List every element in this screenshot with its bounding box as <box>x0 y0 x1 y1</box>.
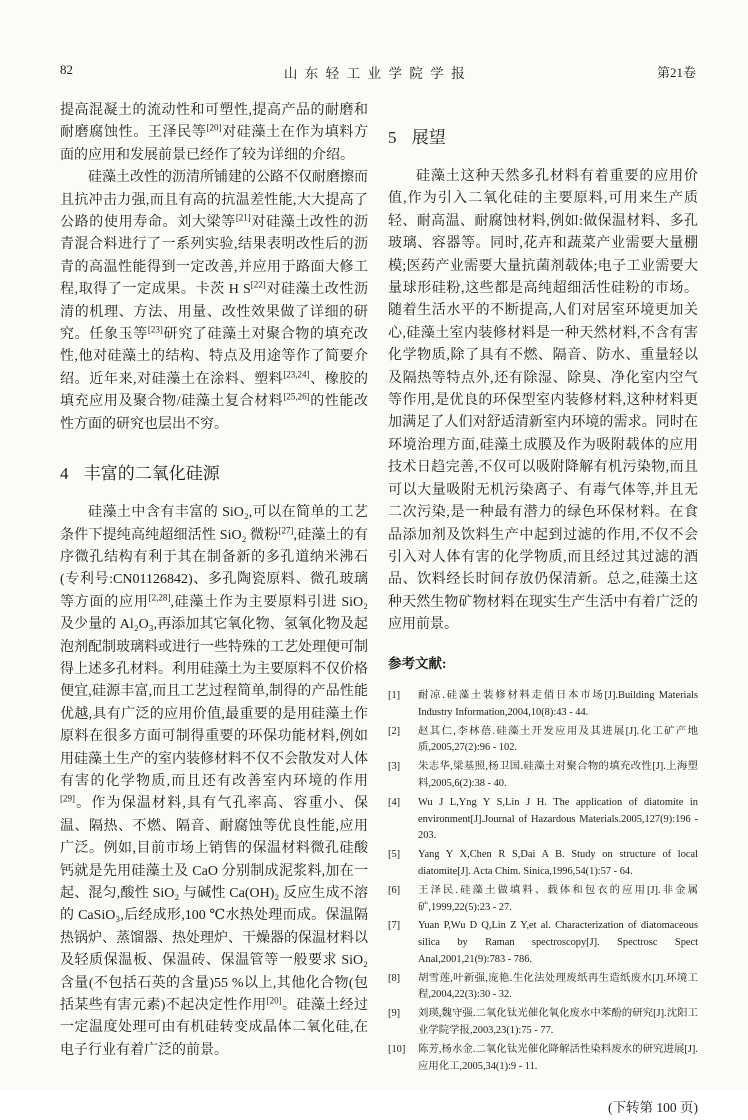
reference-text: Wu J L,Yng Y S,Lin J H. The application of diatomite in environment[J].Journal of Hazardous Materials.2005,127(9):196 - 203. <box>418 796 698 842</box>
reference-item <box>388 795 698 845</box>
reference-text: 耐凉.硅藻土装修材料走俏日本市场[J].Building Materials Industry Information,2004,10(8):43 - 44. <box>418 689 698 718</box>
reference-text: Yuan P,Wu D Q,Lin Z Y,et al. Characterization of diatomaceous silica by Raman spectroscopy[J]. Spectrosc Spect Anal,2001,21(9):783 - 786. <box>418 920 698 965</box>
body-paragraph-outlook: 硅藻土这种天然多孔材料有着重要的应用价值,作为引入二氧化硅的主要原料,可用来生产质轻、耐高温、耐腐蚀材料,例如:做保温材料、多孔玻璃、容器等。同时,花卉和蔬菜产业需要大量棚模;医药产业需要大量抗菌剂载体;电子工业需要大量球形硅粉,这些都是高纯超细活性硅粉的市场。随着生活水平的不断提高,人们对居室环境更加关心,硅藻土室内装修材料是一种天然材料,不含有害化学物质,除了具有不燃、隔音、防水、重量轻以及隔热等特点外,还有除湿、除臭、净化室内空气等作用,是优良的环保型室内装修材料,这种材料更加满足了人们对舒适清新室内环境的需求。同时在环境治理方面,硅藻土成膜及作为吸附载体的应用技术日趋完善,不仅可以吸附降解有机污染物,而且可以大量吸附无机污染离子、有毒气体等,并且无二次污染,是一种最有潜力的绿色环保材料。在食品添加剂及饮料生产中起到过滤的作用,不仅不会引入对人体有害的化学物质,而且经过其过滤的酒品、饮料经长时间存放仍保清新。总之,硅藻土这种天然生物矿物材料在现实生产生活中有着广泛的应用前景。 <box>388 169 698 633</box>
section-4-number: 4 <box>60 464 69 484</box>
reference-text: 王泽民.硅藻土做填料、载体和包衣的应用[J].非金属矿,1999,22(5):23 - 27. <box>418 884 698 913</box>
references-list <box>388 688 698 1076</box>
volume-label: 第21卷 <box>656 65 696 80</box>
section-5-heading <box>388 128 698 148</box>
right-column <box>388 100 698 1120</box>
reference-number: [3] <box>388 761 401 773</box>
reference-item <box>388 724 698 758</box>
page-number: 82 <box>60 62 73 77</box>
reference-text: 朱志华,梁基照,杨卫国.硅藻土对聚合物的填充改性[J].上海塑料,2005,6(2):38 - 40. <box>418 761 698 789</box>
reference-text: 赵其仁,李林蓓.硅藻土开发应用及其进展[J].化工矿产地质,2005,27(2):96 - 102. <box>418 725 698 754</box>
reference-number: [10] <box>388 1043 406 1055</box>
reference-number: [6] <box>388 884 401 896</box>
reference-number: [2] <box>388 725 401 737</box>
references-heading: 参考文献: <box>388 655 447 671</box>
reference-item <box>388 1006 698 1040</box>
reference-item <box>388 688 698 722</box>
reference-item <box>388 759 698 793</box>
left-column <box>60 100 368 1062</box>
section-5-title: 展望 <box>411 128 446 147</box>
reference-item <box>388 918 698 968</box>
reference-number: [4] <box>388 796 401 808</box>
reference-number: [7] <box>388 920 401 932</box>
reference-item <box>388 883 698 917</box>
reference-item <box>388 971 698 1005</box>
journal-title: 山东轻工业学院学报 <box>283 66 473 81</box>
reference-number: [5] <box>388 849 401 861</box>
reference-item <box>388 847 698 881</box>
reference-text: 刘瑛,魏守强.二氧化钛光催化氧化废水中苯酚的研究[J].沈阳工业学院学报,2003,23(1):75 - 77. <box>418 1008 698 1037</box>
body-paragraph-continuation: 提高混凝土的流动性和可塑性,提高产品的耐磨和耐磨腐蚀性。王泽民等[20]对硅藻土在作为填料方面的应用和发展前景已经作了较为详细的介绍。 <box>60 103 368 163</box>
section-4-heading <box>60 464 368 484</box>
reference-number: [8] <box>388 972 401 984</box>
body-paragraph-silica-source: 硅藻土中含有丰富的 SiO₂,可以在简单的工艺条件下提纯高纯超细活性 SiO₂ 微粉[27],硅藻土的有序微孔结构有利于其在制备新的多孔道纳米沸石(专利号:CN01126842)、多孔陶瓷原料、微孔玻璃等方面的应用[2,28],硅藻土作为主要原料引进 SiO₂ 及少量的 Al₂O₃,再添加其它氧化物、氢氧化物及起泡剂配制玻璃料或进行一些特殊的工艺处理便可制得上述多孔材料。利用硅藻土为主要原料不仅价格便宜,硅源丰富,而且工艺过程简单,制得的产品性能优越,具有广泛的应用价值,最重要的是用硅藻土作原料在很多方面可制得重要的环保功能材料,例如用硅藻土生产的室内装修材料不仅不会散发对人体有害的化学物质,而且还有改善室内环境的作用[29]。作为保温材料,具有气孔率高、容重小、保温、隔热、不燃、隔音、耐腐蚀等优良性能,应用广泛。例如,目前市场上销售的保温材料微孔硅酸钙就是先用硅藻土及 CaO 分别制成泥浆料,加在一起、混匀,酸性 SiO₂ 与碱性 Ca(OH)₂ 反应生成不溶的 CaSiO₃,后经成形,100 ℃水热处理而成。保温隔热锅炉、蒸馏器、热处理炉、干燥器的保温材料以及轻质保温板、保温砖、保温管等一般要求 SiO₂ 含量(不包括石英的含量)55 %以上,其他化合物(包括某些有害元素)不起决定性作用[20]。硅藻土经过一定温度处理可由有机硅转变成晶体二氧化硅,在电子行业有着广泛的前景。 <box>60 505 369 1058</box>
reference-number: [1] <box>388 689 401 701</box>
reference-number: [9] <box>388 1008 401 1020</box>
section-5-number: 5 <box>388 128 397 147</box>
continuation-note: (下转第 100 页) <box>608 1100 698 1116</box>
body-paragraph-asphalt: 硅藻土改性的沥清所铺建的公路不仅耐磨擦而且抗冲击力强,而且有高的抗温差性能,大大提高了公路的使用寿命。刘大梁等[21]对硅藻土改性的沥青混合料进行了一系列实验,结果表明改性后的沥青的高温性能得到一定改善,并应用于路面大修工程,取得了一定成果。卡茨 H S[22]对硅藻土改性沥清的机理、方法、用量、改性效果做了详细的研究。任象玉等[23]研究了硅藻土对聚合物的填充改性,他对硅藻土的结构、特点及用途等作了简要介绍。近年来,对硅藻土在涂料、塑料[23,24]、橡胶的填充应用及聚合物/硅藻土复合材料[25,26]的性能改性方面的研究也层出不穷。 <box>60 170 369 432</box>
section-4-title: 丰富的二氧化硅源 <box>83 464 220 484</box>
reference-text: 胡雪莲,叶新强,庞艳.生化法处理废纸再生造纸废水[J].环境工程,2004,22(3):30 - 32. <box>418 972 698 1001</box>
reference-text: 陈芳,杨水金.二氧化钛光催化降解活性染料废水的研究进展[J].应用化工,2005,34(1):9 - 11. <box>418 1043 698 1072</box>
page-header <box>60 62 696 82</box>
reference-item <box>388 1042 698 1076</box>
reference-text: Yang Y X,Chen R S,Dai A B. Study on structure of local diatomite[J]. Acta Chim. Sinica,1996,54(1):57 - 64. <box>418 849 698 877</box>
